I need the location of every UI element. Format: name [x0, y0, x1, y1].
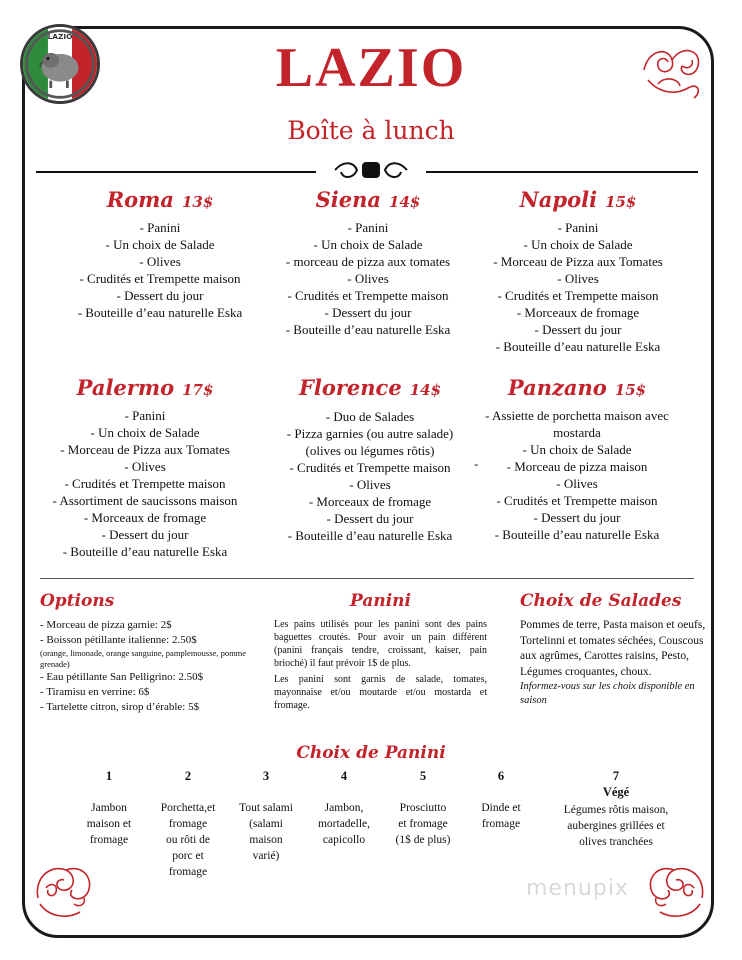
panini-choice-3 [226, 768, 306, 864]
panini-choice-number: 2 [184, 769, 192, 783]
option-item: - Eau pétillante San Pelligrino: 2.50$ [40, 671, 204, 683]
swirl-ornament-icon [644, 858, 712, 924]
menu-item: - Dessert du jour [101, 527, 189, 542]
salades-note: Informez-vous sur les choix disponible en saison [520, 681, 695, 706]
panini-choice-line: mortadelle, [317, 818, 371, 830]
menu-item: - Morceau de Pizza aux Tomates [60, 442, 230, 457]
menu-item: - Crudités et Trempette maison [79, 271, 241, 286]
panini-choice-line: fromage [481, 818, 521, 830]
menu-price: 17$ [182, 381, 214, 399]
menu-item: - Bouteille d’eau naturelle Eska [77, 305, 243, 320]
menu-price: 14$ [409, 381, 442, 399]
page-title: LAZIO [275, 37, 467, 99]
menu-name: Napoli [519, 187, 598, 212]
panini-choice-label: Végé [602, 785, 630, 799]
panini-choice-line: fromage [89, 834, 129, 846]
panini-choice-number: 3 [262, 769, 270, 783]
menu-item: - Dessert du jour [533, 510, 621, 525]
divider-right [426, 171, 698, 173]
panini-choice-line: varié) [252, 850, 280, 862]
panini-info-para2: Les panini sont garnis de salade, tomates, mayonnaise et/ou moutarde et/ou mostarda et fromage. [274, 674, 487, 711]
panini-choice-1 [68, 768, 150, 848]
options-section [40, 590, 260, 715]
menu-item: - Dessert du jour [116, 288, 204, 303]
menu-item: mostarda [553, 425, 601, 440]
menu-item: - Morceau de pizza maison [506, 459, 648, 474]
menu-item: - Crudités et Trempette maison [64, 476, 226, 491]
page-subtitle: Boîte à lunch [287, 116, 455, 145]
menu-item: - Un choix de Salade [523, 237, 633, 252]
menu-item: - Assortiment de saucissons maison [52, 493, 238, 508]
menu-item: - morceau de pizza aux tomates [285, 254, 451, 269]
menu-napoli-header [428, 187, 728, 215]
panini-choice-line: Dinde et [481, 802, 521, 814]
menu-item: - Olives [347, 271, 389, 286]
scroll-ornament-icon [333, 159, 409, 181]
panini-choice-line: Légumes rôtis maison, [563, 804, 669, 816]
menu-item: - Olives [349, 477, 391, 492]
panini-choice-line: et fromage [398, 818, 448, 830]
menu-item: - Olives [124, 459, 166, 474]
swirl-ornament-icon [30, 858, 96, 924]
menu-price: 14$ [389, 193, 421, 211]
options-title: Options [40, 591, 115, 611]
menu-item: - Assiette de porchetta maison avec [485, 408, 669, 423]
menu-item: - Crudités et Trempette maison [497, 288, 659, 303]
menu-item: - Olives [557, 271, 599, 286]
panini-choice-line: Jambon, [324, 802, 364, 814]
panini-choice-line: Jambon [91, 802, 127, 814]
stray-dash: - [474, 456, 479, 471]
panini-choice-number: 1 [105, 769, 113, 783]
panini-choice-4 [304, 768, 384, 848]
menu-name: Florence [298, 375, 402, 400]
menu-item: - Dessert du jour [324, 305, 412, 320]
option-item: - Morceau de pizza garnie: 2$ [40, 619, 172, 631]
panini-choice-line: aubergines grillées et [567, 820, 665, 832]
panini-choice-line: maison [249, 834, 283, 846]
panini-choice-line: ou rôti de [165, 834, 211, 846]
menu-item: - Bouteille d’eau naturelle Eska [495, 339, 661, 354]
panini-choice-number: 7 [612, 769, 620, 783]
logo-text: LAZIO [47, 32, 73, 42]
salades-title: Choix de Salades [520, 591, 682, 611]
menu-panzano [437, 375, 717, 543]
salades-list: Pommes de terre, Pasta maison et oeufs, Tortelinni et tomates séchées, Couscous aux agrûmes, Carottes raisins, Pesto, Légumes croquantes, choux. [520, 619, 706, 678]
panini-choice-6 [464, 768, 538, 832]
menu-item: - Un choix de Salade [522, 442, 632, 457]
choix-panini-title: Choix de Panini [296, 743, 446, 763]
panini-info-para1: Les pains utilisés pour les panini sont des pains baguettes croutés. Pour avoir un pain différent (panini français tendre, croissant, kaiser, pain brioché) il faut prévoir 1$ de plus. [274, 619, 487, 669]
menu-item: - Un choix de Salade [105, 237, 215, 252]
menu-item: - Morceaux de fromage [308, 494, 432, 509]
panini-choice-line: Porchetta,et [160, 802, 216, 814]
option-item: - Boisson pétillante italienne: 2.50$ [40, 634, 197, 646]
panini-choice-7 [545, 768, 687, 850]
menu-item: - Dessert du jour [534, 322, 622, 337]
menu-item: - Morceau de Pizza aux Tomates [493, 254, 663, 269]
menu-panzano-header [437, 375, 717, 403]
menu-item: - Un choix de Salade [313, 237, 423, 252]
menu-item: - Olives [139, 254, 181, 269]
option-item: - Tartelette citron, sirop d’érable: 5$ [40, 701, 200, 713]
menu-item: - Panini [124, 408, 166, 423]
menu-price: 15$ [614, 381, 647, 399]
menu-item: - Pizza garnies (ou autre salade) [286, 426, 454, 441]
menu-name: Siena [315, 187, 382, 212]
panini-choice-line: fromage [168, 818, 208, 830]
panini-info-title: Panini [350, 591, 411, 611]
menu-item: - Bouteille d’eau naturelle Eska [494, 527, 660, 542]
menu-item: - Olives [556, 476, 598, 491]
menu-item: (olives ou légumes rôtis) [305, 443, 435, 458]
menu-item: - Panini [139, 220, 181, 235]
panini-info-section [274, 590, 487, 715]
swirl-ornament-icon [638, 40, 706, 106]
menu-item: - Morceaux de fromage [516, 305, 640, 320]
panini-choice-line: Tout salami [239, 802, 293, 814]
salades-section [520, 590, 710, 708]
menu-item: - Duo de Salades [325, 409, 415, 424]
menu-price: 15$ [605, 193, 637, 211]
menu-item: - Crudités et Trempette maison [287, 288, 449, 303]
panini-choice-line: olives tranchées [579, 836, 653, 848]
divider-left [36, 171, 316, 173]
panini-choice-line: Prosciutto [399, 802, 447, 814]
panini-choice-2 [147, 768, 229, 880]
panini-choice-line: (salami [249, 818, 283, 830]
menu-name: Palermo [76, 375, 175, 400]
menu-item: - Crudités et Trempette maison [289, 460, 451, 475]
watermark: menupix [526, 876, 629, 901]
menu-item: - Morceaux de fromage [83, 510, 207, 525]
panini-choice-number: 5 [419, 769, 427, 783]
menu-napoli [428, 187, 728, 355]
menu-price: 13$ [181, 193, 214, 211]
option-item-note: (orange, limonade, orange sanguine, pamplemousse, pomme grenade) [40, 648, 247, 669]
menu-item: - Panini [347, 220, 389, 235]
panini-choice-number: 6 [497, 769, 505, 783]
menu-item: - Bouteille d’eau naturelle Eska [285, 322, 451, 337]
section-divider [40, 578, 694, 579]
panini-choice-line: porc et [172, 850, 204, 862]
menu-item: - Panini [557, 220, 599, 235]
menu-item: - Bouteille d’eau naturelle Eska [62, 544, 228, 559]
menu-item: - Crudités et Trempette maison [496, 493, 658, 508]
menu-name: Roma [106, 187, 174, 212]
panini-choice-5 [380, 768, 466, 848]
panini-choice-line: capicollo [322, 834, 366, 846]
panini-choice-line: fromage [168, 866, 208, 878]
panini-choice-number: 4 [340, 769, 348, 783]
option-item: - Tiramisu en verrine: 6$ [40, 686, 150, 698]
menu-item: - Bouteille d’eau naturelle Eska [287, 528, 453, 543]
menu-name: Panzano [507, 375, 607, 400]
panini-choice-line: (1$ de plus) [395, 834, 451, 846]
menu-item: - Dessert du jour [326, 511, 414, 526]
menu-item: - Un choix de Salade [90, 425, 200, 440]
panini-choice-line: maison et [86, 818, 132, 830]
